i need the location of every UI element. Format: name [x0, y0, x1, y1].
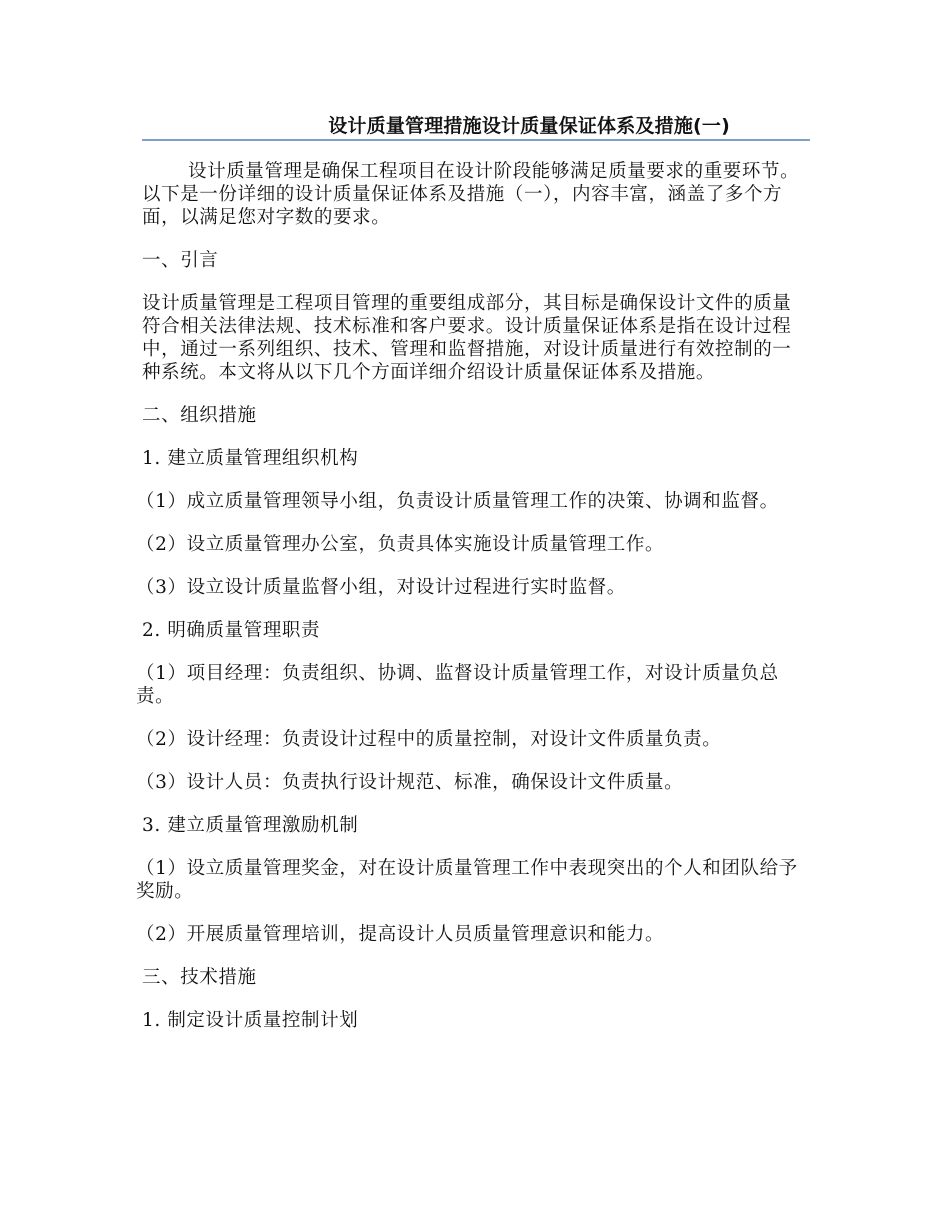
title-underline [142, 139, 810, 141]
subsection-heading: 1. 制定设计质量控制计划 [142, 1010, 359, 1031]
list-item: （2）设计经理：负责设计过程中的质量控制，对设计文件质量负责。 [136, 729, 722, 750]
subsection-heading: 2. 明确质量管理职责 [142, 620, 321, 641]
document-body [136, 160, 810, 1052]
subsection-heading: 3. 建立质量管理激励机制 [142, 815, 359, 836]
subsection-heading: 1. 建立质量管理组织机构 [142, 448, 359, 469]
document-title: 设计质量管理措施设计质量保证体系及措施(一) [328, 115, 730, 137]
list-item: （1）项目经理：负责组织、协调、监督设计质量管理工作，对设计质量负总责。 [136, 663, 779, 707]
section-heading: 二、组织措施 [142, 405, 257, 426]
section-heading: 一、引言 [142, 250, 219, 271]
intro-paragraph: 设计质量管理是确保工程项目在设计阶段能够满足质量要求的重要环节。以下是一份详细的设计质量保证体系及措施（一），内容丰富，涵盖了多个方面，以满足您对字数的要求。 [142, 161, 800, 228]
list-item: （2）设立质量管理办公室，负责具体实施设计质量管理工作。 [136, 534, 665, 555]
list-item: （3）设立设计质量监督小组，对设计过程进行实时监督。 [136, 577, 626, 598]
section-heading: 三、技术措施 [142, 967, 257, 988]
list-item: （2）开展质量管理培训，提高设计人员质量管理意识和能力。 [136, 924, 665, 945]
list-item: （1）设立质量管理奖金，对在设计质量管理工作中表现突出的个人和团队给予奖励。 [136, 858, 798, 902]
list-item: （3）设计人员：负责执行设计规范、标准，确保设计文件质量。 [136, 772, 684, 793]
body-paragraph: 设计质量管理是工程项目管理的重要组成部分，其目标是确保设计文件的质量符合相关法律法规、技术标准和客户要求。设计质量保证体系是指在设计过程中，通过一系列组织、技术、管理和监督措施，对设计质量进行有效控制的一种系统。本文将从以下几个方面详细介绍设计质量保证体系及措施。 [142, 293, 792, 383]
list-item: （1）成立质量管理领导小组，负责设计质量管理工作的决策、协调和监督。 [136, 491, 779, 512]
